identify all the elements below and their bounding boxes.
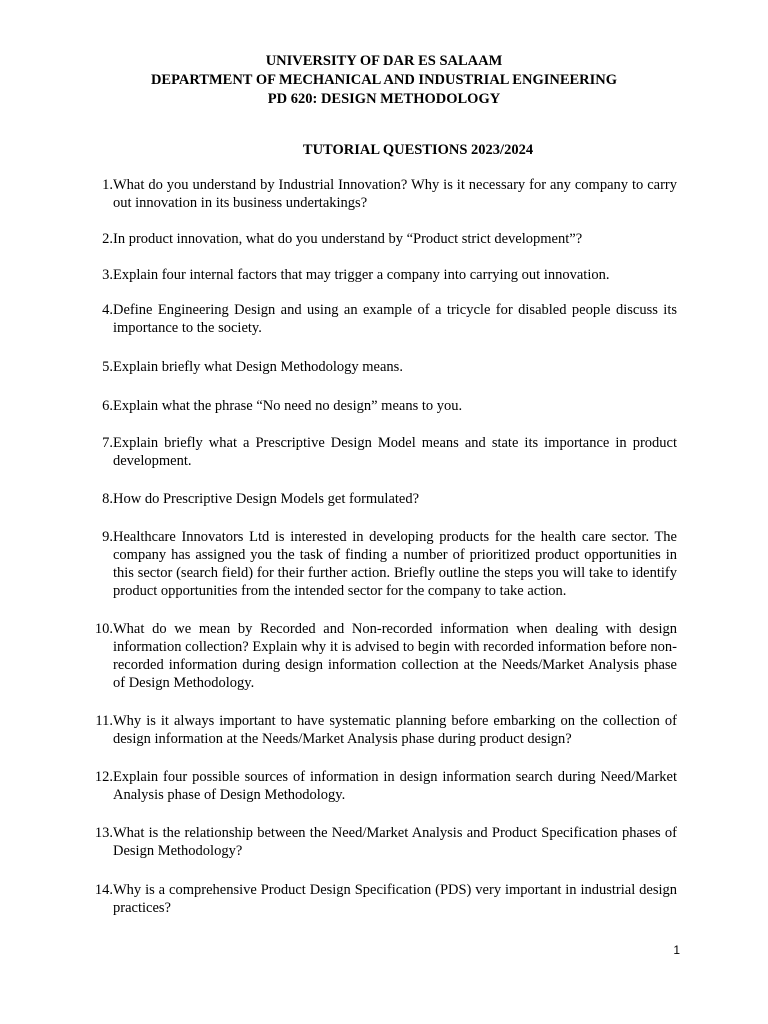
question-text: Explain briefly what Design Methodology means. xyxy=(113,359,403,375)
question-number: 2. xyxy=(102,231,113,247)
question-item xyxy=(85,266,677,284)
question-number: 3. xyxy=(102,267,113,283)
course-title: PD 620: DESIGN METHODOLOGY xyxy=(267,91,501,107)
question-item xyxy=(85,301,677,337)
question-number: 4. xyxy=(102,302,113,318)
question-text: Why is it always important to have systematic planning before embarking on the collection of design information at the Needs/Market Analysis phase during product design? xyxy=(113,713,677,747)
question-number: 11. xyxy=(95,713,113,729)
question-item xyxy=(85,768,677,804)
question-number: 9. xyxy=(102,529,113,545)
question-number: 8. xyxy=(102,491,113,507)
question-item xyxy=(85,176,677,212)
question-text: In product innovation, what do you understand by “Product strict development”? xyxy=(113,231,583,247)
tutorial-title: TUTORIAL QUESTIONS 2023/2024 xyxy=(302,142,534,158)
document-header xyxy=(0,52,768,109)
question-text: What do you understand by Industrial Innovation? Why is it necessary for any company to carry out innovation in its business undertakings? xyxy=(113,177,677,211)
question-item xyxy=(85,230,677,248)
question-item xyxy=(85,528,677,600)
university-name: UNIVERSITY OF DAR ES SALAAM xyxy=(265,53,503,69)
question-number: 14. xyxy=(94,882,113,898)
question-text: Explain four internal factors that may trigger a company into carrying out innovation. xyxy=(113,267,610,283)
question-number: 1. xyxy=(102,177,113,193)
question-number: 10. xyxy=(94,621,113,637)
question-item xyxy=(85,620,677,692)
question-number: 6. xyxy=(102,398,113,414)
department-name: DEPARTMENT OF MECHANICAL AND INDUSTRIAL ENGINEERING xyxy=(150,72,618,88)
question-text: How do Prescriptive Design Models get formulated? xyxy=(113,491,420,507)
question-text: What do we mean by Recorded and Non-recorded information when dealing with design information collection? Explain why it is advised to begin with recorded information before non-recorded information during design information collection at the Needs/Market Analysis phase of Design Methodology. xyxy=(113,621,677,691)
question-text: Explain four possible sources of information in design information search during Need/Market Analysis phase of Design Methodology. xyxy=(113,769,677,803)
question-text: Why is a comprehensive Product Design Specification (PDS) very important in industrial design practices? xyxy=(113,882,677,916)
question-item xyxy=(85,490,677,508)
question-item xyxy=(85,434,677,470)
question-number: 5. xyxy=(102,359,113,375)
question-text: What is the relationship between the Need/Market Analysis and Product Specification phases of Design Methodology? xyxy=(113,825,677,859)
question-text: Explain what the phrase “No need no design” means to you. xyxy=(113,398,463,414)
question-item xyxy=(85,358,677,376)
question-text: Healthcare Innovators Ltd is interested in developing products for the health care sector. The company has assigned you the task of finding a number of prioritized product opportunities in this sector (search field) for their further action. Briefly outline the steps you will take to identify product opportunities from the intended sector for the company to take action. xyxy=(113,529,677,599)
question-text: Explain briefly what a Prescriptive Design Model means and state its importance in product development. xyxy=(113,435,677,469)
question-item xyxy=(85,881,677,917)
page-number: 1 xyxy=(673,943,680,957)
question-item xyxy=(85,824,677,860)
question-number: 13. xyxy=(94,825,113,841)
question-number: 12. xyxy=(94,769,113,785)
question-number: 7. xyxy=(102,435,113,451)
question-text: Define Engineering Design and using an example of a tricycle for disabled people discuss its importance to the society. xyxy=(113,302,677,336)
question-item xyxy=(85,712,677,748)
question-item xyxy=(85,397,677,415)
